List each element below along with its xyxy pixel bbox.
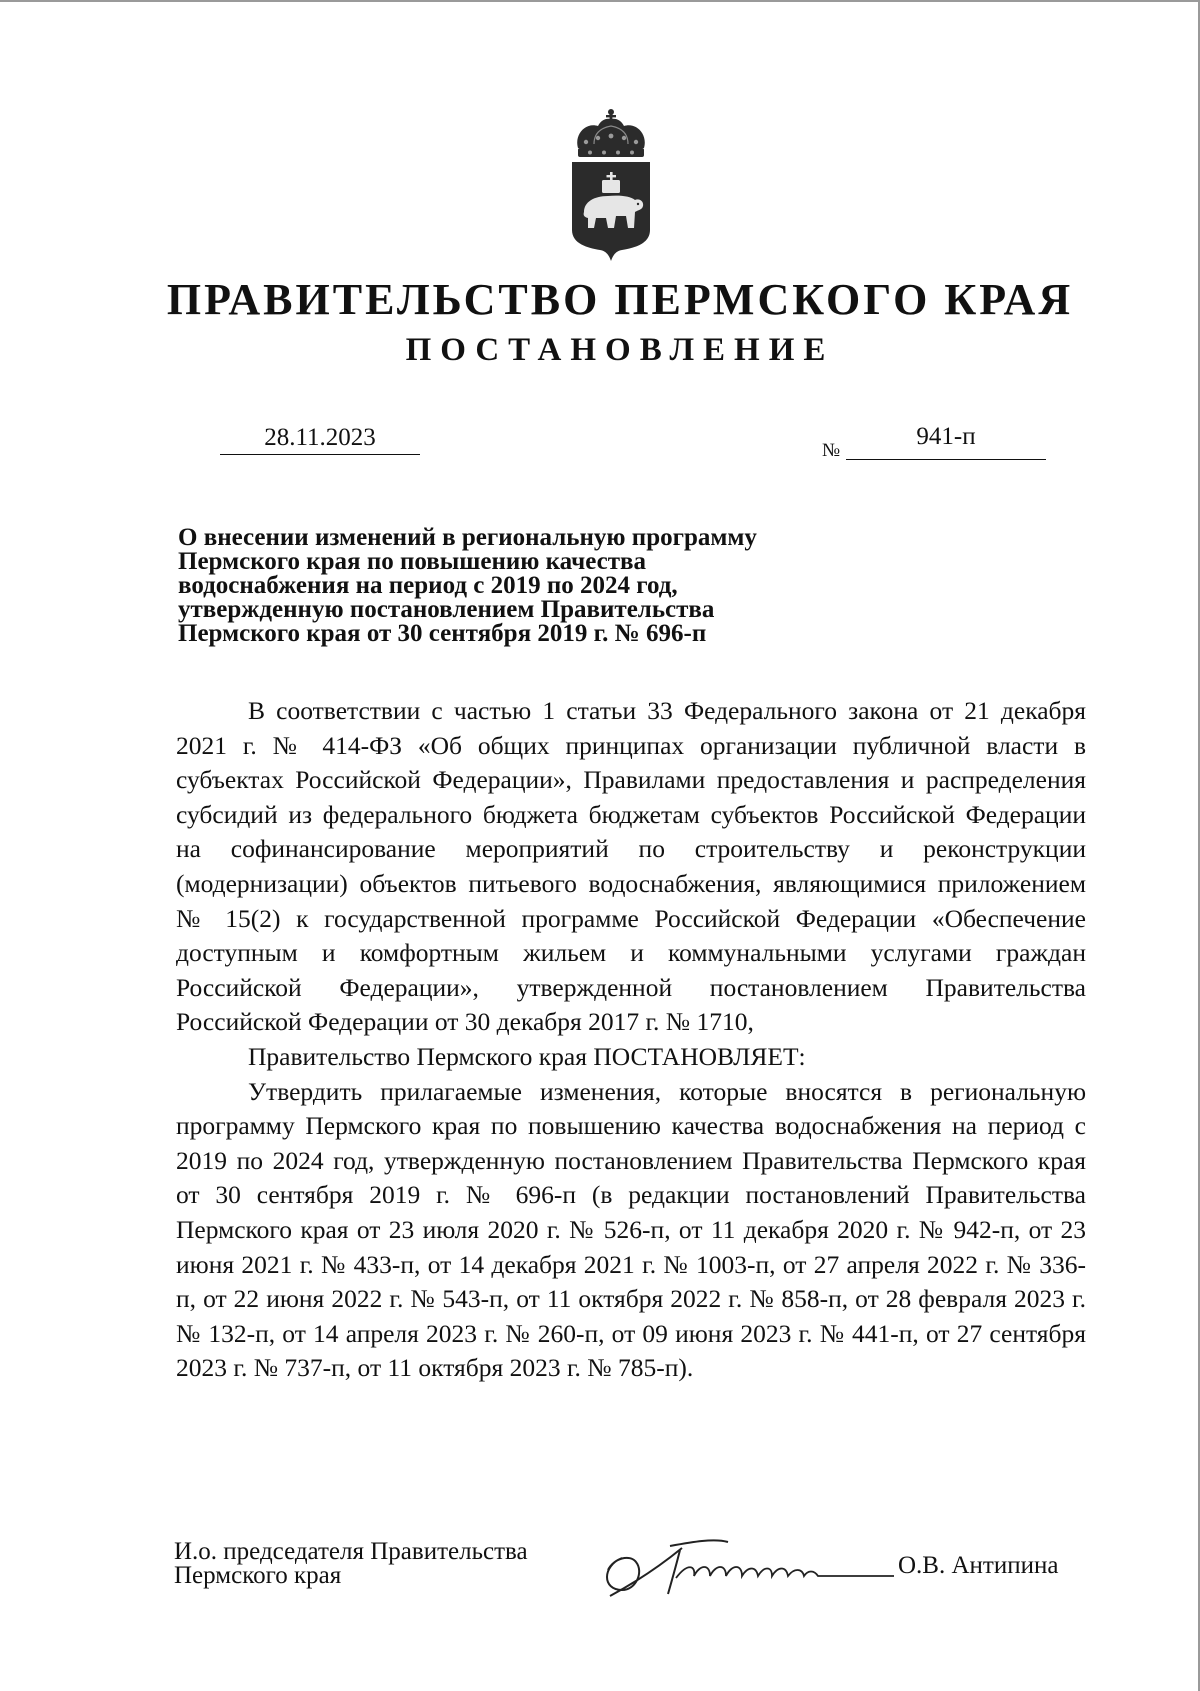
subject-line: Пермского края от 30 сентября 2019 г. № 696-п xyxy=(178,620,707,647)
number-sign: № xyxy=(822,440,841,461)
scan-border-top xyxy=(0,0,1200,2)
signer-position xyxy=(174,1540,528,1588)
handwritten-signature xyxy=(596,1536,896,1600)
document-subject xyxy=(178,526,878,646)
subject-line: водоснабжения на период с 2019 по 2024 год, xyxy=(178,572,678,599)
body-paragraph: Правительство Пермского края ПОСТАНОВЛЯЕТ: xyxy=(248,1041,806,1071)
authority-title: ПРАВИТЕЛЬСТВО ПЕРМСКОГО КРАЯ xyxy=(166,275,1074,324)
subject-line: О внесении изменений в региональную программу xyxy=(178,524,757,551)
document-type: ПОСТАНОВЛЕНИЕ xyxy=(405,332,835,368)
document-body xyxy=(176,694,1086,1386)
subject-line: утвержденную постановлением Правительства xyxy=(178,596,715,623)
body-paragraph: Утвердить прилагаемые изменения, которые вносятся в региональную программу Пермского края по повышению качества водоснабжения на период с 2019 по 2024 год, утвержденную постановлением Правительства Пермского края от 30 сентября 2019 г. № 696-п (в редакции постановлений Правительства Пермского края от 23 июля 2020 г. № 526-п, от 11 декабря 2020 г. № 942-п, от 23 июня 2021 г. № 433-п, от 14 декабря 2021 г. № 1003-п, от 27 апреля 2022 г. № 336-п, от 22 июня 2022 г. № 543-п, от 11 октября 2022 г. № 858-п, от 28 февраля 2023 г. № 132-п, от 14 апреля 2023 г. № 260-п, от 09 июня 2023 г. № 441-п, от 27 сентября 2023 г. № 737-п, от 11 октября 2023 г. № 785-п). xyxy=(176,1076,1086,1383)
document-number: 941-п xyxy=(846,423,1046,460)
coat-of-arms-icon xyxy=(564,108,658,262)
signer-position-line: И.о. председателя Правительства xyxy=(174,1538,528,1565)
signer-name: О.В. Антипина xyxy=(898,1552,1059,1579)
subject-line: Пермского края по повышению качества xyxy=(178,548,647,575)
document-date: 28.11.2023 xyxy=(220,424,420,455)
signer-position-line: Пермского края xyxy=(174,1562,342,1589)
body-paragraph: В соответствии с частью 1 статьи 33 Федерального закона от 21 декабря 2021 г. № 414-ФЗ «Об общих принципах организации публичной власти в субъектах Российской Федерации», Правилами предоставления и распределения субсидий из федерального бюджета бюджетам субъектов Российской Федерации на софинансирование мероприятий по строительству и реконструкции (модернизации) объектов питьевого водоснабжения, являющимися приложением № 15(2) к государственной программе Российской Федерации «Обеспечение доступным и комфортным жильем и коммунальными услугами граждан Российской Федерации», утвержденной постановлением Правительства Российской Федерации от 30 декабря 2017 г. № 1710, xyxy=(176,696,1086,1037)
